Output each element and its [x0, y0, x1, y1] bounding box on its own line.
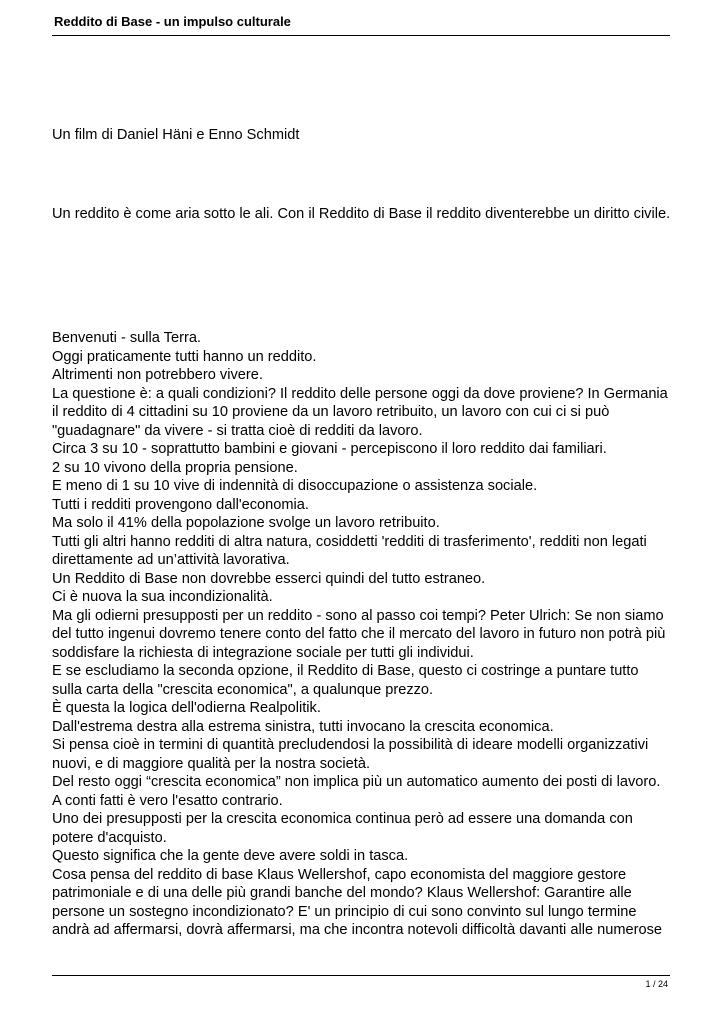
- body-line: Circa 3 su 10 - soprattutto bambini e giovani - percepiscono il loro reddito dai familiari.: [52, 441, 607, 457]
- body-text: [52, 329, 682, 940]
- body-line: potere d'acquisto.: [52, 829, 167, 846]
- body-line: sulla carta della "crescita economica", a qualunque prezzo.: [52, 681, 434, 698]
- body-line: Si pensa cioè in termini di quantità precludendosi la possibilità di ideare modelli organizzativi: [52, 737, 649, 753]
- body-line: andrà ad affermarsi, dovrà affermarsi, ma che incontra notevoli difficoltà davanti alle numerose: [52, 922, 663, 938]
- body-line: "guadagnare" da vivere - si tratta cioè di redditi da lavoro.: [52, 422, 423, 439]
- body-line: Ci è nuova la sua incondizionalità.: [52, 589, 273, 605]
- body-line: 2 su 10 vivono della propria pensione.: [52, 459, 298, 476]
- body-line: Un Reddito di Base non dovrebbe esserci quindi del tutto estraneo.: [52, 570, 486, 587]
- body-line: La questione è: a quali condizioni? Il reddito delle persone oggi da dove proviene? In Germania: [52, 385, 668, 402]
- page-number: 1 / 24: [645, 979, 668, 989]
- body-line: È questa la logica dell'odierna Realpolitik.: [52, 700, 321, 716]
- body-line: Del resto oggi “crescita economica” non implica più un automatico aumento dei posti di lavoro.: [52, 774, 661, 790]
- body-line: persone un sostegno incondizionato? E' un principio di cui sono convinto sul lungo termine: [52, 903, 637, 920]
- body-line: Uno dei presupposti per la crescita economica continua però ad essere una domanda con: [52, 811, 633, 827]
- body-line: direttamente ad un’attività lavorativa.: [52, 552, 290, 568]
- body-line: A conti fatti è vero l'esatto contrario.: [52, 792, 283, 809]
- body-line: nuovi, e di maggiore qualità per la nostra società.: [52, 755, 371, 772]
- body-line: Altrimenti non potrebbero vivere.: [52, 367, 263, 383]
- intro-paragraph: Un reddito è come aria sotto le ali. Con il Reddito di Base il reddito diventerebbe un diritto civile.: [52, 206, 671, 222]
- body-line: del tutto ingenui dovremo tenere conto del fatto che il mercato del lavoro in futuro non potrà più: [52, 626, 666, 642]
- page-header-title: Reddito di Base - un impulso culturale: [54, 14, 291, 29]
- body-line: Ma solo il 41% della popolazione svolge un lavoro retribuito.: [52, 515, 440, 531]
- body-line: Benvenuti - sulla Terra.: [52, 330, 201, 346]
- body-line: patrimoniale e di una delle più grandi banche del mondo? Klaus Wellershof: Garantire alle: [52, 885, 632, 901]
- body-line: Oggi praticamente tutti hanno un reddito.: [52, 348, 317, 365]
- body-line: Ma gli odierni presupposti per un reddito - sono al passo coi tempi? Peter Ulrich: Se non siamo: [52, 607, 664, 624]
- body-line: Cosa pensa del reddito di base Klaus Wellershof, capo economista del maggiore gestore: [52, 866, 627, 883]
- header-divider: [52, 35, 670, 36]
- body-line: Tutti gli altri hanno redditi di altra natura, cosiddetti 'redditi di trasferimento', redditi non legati: [52, 533, 647, 550]
- body-line: E se escludiamo la seconda opzione, il Reddito di Base, questo ci costringe a puntare tutto: [52, 663, 639, 679]
- body-line: soddisfare la richiesta di integrazione sociale per tutti gli individui.: [52, 644, 474, 661]
- film-credits: Un film di Daniel Häni e Enno Schmidt: [52, 127, 300, 143]
- body-line: E meno di 1 su 10 vive di indennità di disoccupazione o assistenza sociale.: [52, 478, 538, 494]
- body-line: Dall'estrema destra alla estrema sinistra, tutti invocano la crescita economica.: [52, 718, 554, 735]
- footer-divider: [52, 975, 670, 976]
- body-line: Questo significa che la gente deve avere soldi in tasca.: [52, 848, 409, 864]
- body-line: il reddito di 4 cittadini su 10 proviene da un lavoro retribuito, un lavoro con cui ci si può: [52, 404, 610, 420]
- body-line: Tutti i redditi provengono dall'economia.: [52, 496, 309, 513]
